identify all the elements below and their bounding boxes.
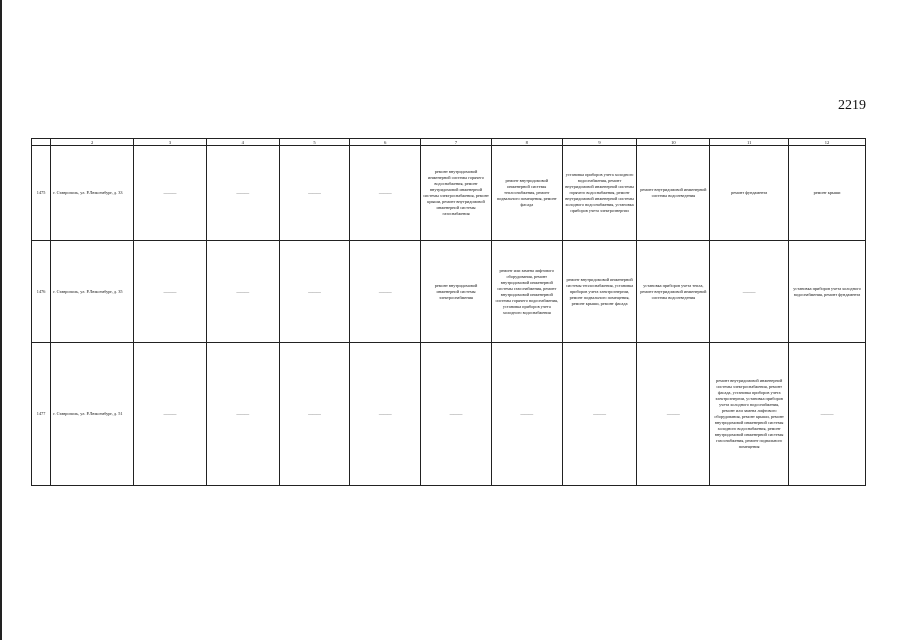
table-cell: ——— [134, 241, 207, 343]
table-cell: ремонт крыши [789, 146, 866, 241]
table-cell: ремонт внутридомовой инженерной системы электроснабжения [421, 241, 492, 343]
table-row [32, 146, 866, 241]
table-cell: ——— [789, 343, 866, 486]
register-table [31, 138, 866, 486]
table-cell: ремонт или замена лифтового оборудования, ремонт внутридомовой инженерной системы газоснабжения, ремонт внутридомовой инженерной системы горячего водоснабжения, установка приборов учета холодного водоснабжения [491, 241, 562, 343]
table-cell: ремонт внутридомовой инженерной системы водоотведения [637, 146, 710, 241]
table-cell: ——— [350, 343, 421, 486]
table-cell: ——— [562, 343, 637, 486]
col-header: 6 [350, 139, 421, 146]
row-number: 1475 [32, 146, 51, 241]
col-header: 3 [134, 139, 207, 146]
table-cell: ——— [350, 241, 421, 343]
table-cell: ремонт внутридомовой инженерной системы теплоснабжения, установка приборов учета электроэнергии, ремонт подвального помещения, ремонт крыши, ремонт фасада [562, 241, 637, 343]
table-cell: ремонт фундамента [710, 146, 789, 241]
col-header: 12 [789, 139, 866, 146]
col-header: 11 [710, 139, 789, 146]
table-cell: ——— [421, 343, 492, 486]
table-cell: ——— [279, 146, 350, 241]
address-cell: г. Ставрополь, ул. Р.Люксембург, д. 33 [51, 146, 134, 241]
table-cell: ——— [206, 241, 279, 343]
col-header: 5 [279, 139, 350, 146]
col-header: 4 [206, 139, 279, 146]
col-header: 10 [637, 139, 710, 146]
table-row [32, 241, 866, 343]
col-header: 9 [562, 139, 637, 146]
page-left-edge [0, 0, 2, 640]
table-cell: установка приборов учета тепла, ремонт внутридомовой инженерной системы водоотведения [637, 241, 710, 343]
table-cell: установка приборов учета холодного водоснабжения, ремонт внутридомовой инженерной системы горячего водоснабжения, ремонт внутридомовой инженерной системы холодного водоснабжения, установка приборов учета электроэнергии [562, 146, 637, 241]
table-row [32, 343, 866, 486]
table-cell: ремонт внутридомовой инженерной системы теплоснабжения, ремонт подвального помещения, ремонт фасада [491, 146, 562, 241]
table-cell: ремонт внутридомовой инженерной системы горячего водоснабжения, ремонт внутридомовой инженерной системы электроснабжения, ремонт крыши, ремонт внутридомовой инженерной системы газоснабжения [421, 146, 492, 241]
table-cell: ——— [279, 241, 350, 343]
table-cell: ——— [350, 146, 421, 241]
table-cell: ——— [279, 343, 350, 486]
table-cell: ——— [710, 241, 789, 343]
col-header [32, 139, 51, 146]
table-cell: ——— [491, 343, 562, 486]
table-cell: ——— [206, 146, 279, 241]
table-cell: установка приборов учета холодного водоснабжения, ремонт фундамента [789, 241, 866, 343]
row-number: 1476 [32, 241, 51, 343]
address-cell: г. Ставрополь, ул. Р.Люксембург, д. 35 [51, 241, 134, 343]
column-number-row [32, 139, 866, 146]
address-cell: г. Ставрополь, ул. Р.Люксембург, д. 51 [51, 343, 134, 486]
page-number: 2219 [838, 98, 866, 113]
table-cell: ——— [637, 343, 710, 486]
col-header: 7 [421, 139, 492, 146]
table-cell: ремонт внутридомовой инженерной системы электроснабжения, ремонт фасада, установка приборов учета электроэнергии, установка приборов учета холодного водоснабжения, ремонт или замена лифтового оборудования, ремонт крыши, ремонт внутридомовой инженерной системы холодного водоснабжения, ремонт внутридомовой инженерной системы газоснабжения, ремонт подвального помещения [710, 343, 789, 486]
table-cell: ——— [206, 343, 279, 486]
col-header: 8 [491, 139, 562, 146]
table-cell: ——— [134, 146, 207, 241]
row-number: 1477 [32, 343, 51, 486]
col-header: 2 [51, 139, 134, 146]
table-cell: ——— [134, 343, 207, 486]
